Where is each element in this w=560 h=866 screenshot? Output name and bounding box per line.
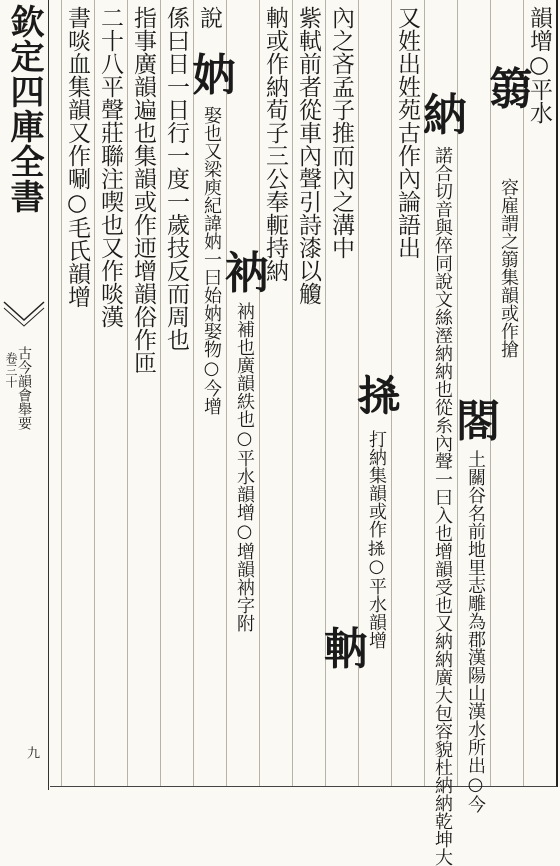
page-number: 九 <box>24 746 39 759</box>
text-column <box>423 0 467 866</box>
fishtail-ornament-icon <box>0 298 48 338</box>
volume-label: 卷三十 <box>4 352 18 388</box>
text-column: 係曰日一日行一度一歲技反而周也 <box>160 0 194 786</box>
text-column <box>489 0 533 786</box>
headword: 閤 <box>456 396 500 447</box>
book-title: 欽定四庫全書 <box>4 4 44 214</box>
text-column: 指事廣韻遍也集韻或作迊增韻俗作匝 <box>127 0 161 786</box>
headword: 軜 <box>324 624 368 675</box>
text-column: 書啖血集韻又作唰○毛氏韻增 <box>61 0 95 786</box>
text-column: 說 妠 娶也又梁庾紀諱妠一曰始妠娶物○今增 <box>193 0 227 786</box>
headword: 𢫬 <box>357 370 401 421</box>
text-frame <box>50 0 558 866</box>
headword-note: 容雇謂之篛集韻或作搶 <box>498 178 519 358</box>
page-margin <box>0 0 49 790</box>
text-column: 內之吝孟子推而內之溝中 軜 <box>325 0 359 786</box>
headword: 妠 <box>192 50 236 101</box>
text-column: 韻增○平水 <box>523 0 557 786</box>
headword-note: 衲補也廣韻紩也○平水韻增○增韻衲字附 <box>234 302 255 632</box>
headword-note: 土關谷名前地里志雕為郡漢陽山漢水所出○今 <box>465 450 486 813</box>
chapter-label: 古今韻會舉要 <box>16 346 32 430</box>
headword: 衲 <box>225 248 269 299</box>
headword-note: 娶也又梁庾紀諱妠一曰始妠娶物○今增 <box>201 106 222 415</box>
text-column: 軜或作納荀子三公奉軛持納 <box>259 0 293 786</box>
text-column: 紫軾前者從車內聲引詩漆以觼 <box>292 0 326 786</box>
headword: 篛 <box>489 64 533 115</box>
text-column <box>225 0 269 786</box>
headword-note: 諾合切音與倅同說文絲溼納納也從糸內聲一曰入也增韻受也又納納廣大包容貌杜納納乾坤大 <box>432 146 453 866</box>
text-column: 又姓出姓苑古作內論語出 <box>391 0 425 786</box>
headword-note: 打納集韻或作𢫬○平水韻增 <box>366 430 387 649</box>
text-column: 二十八平聲莊聯注喫也又作啖漢 <box>94 0 128 786</box>
headword: 納 <box>423 90 467 141</box>
